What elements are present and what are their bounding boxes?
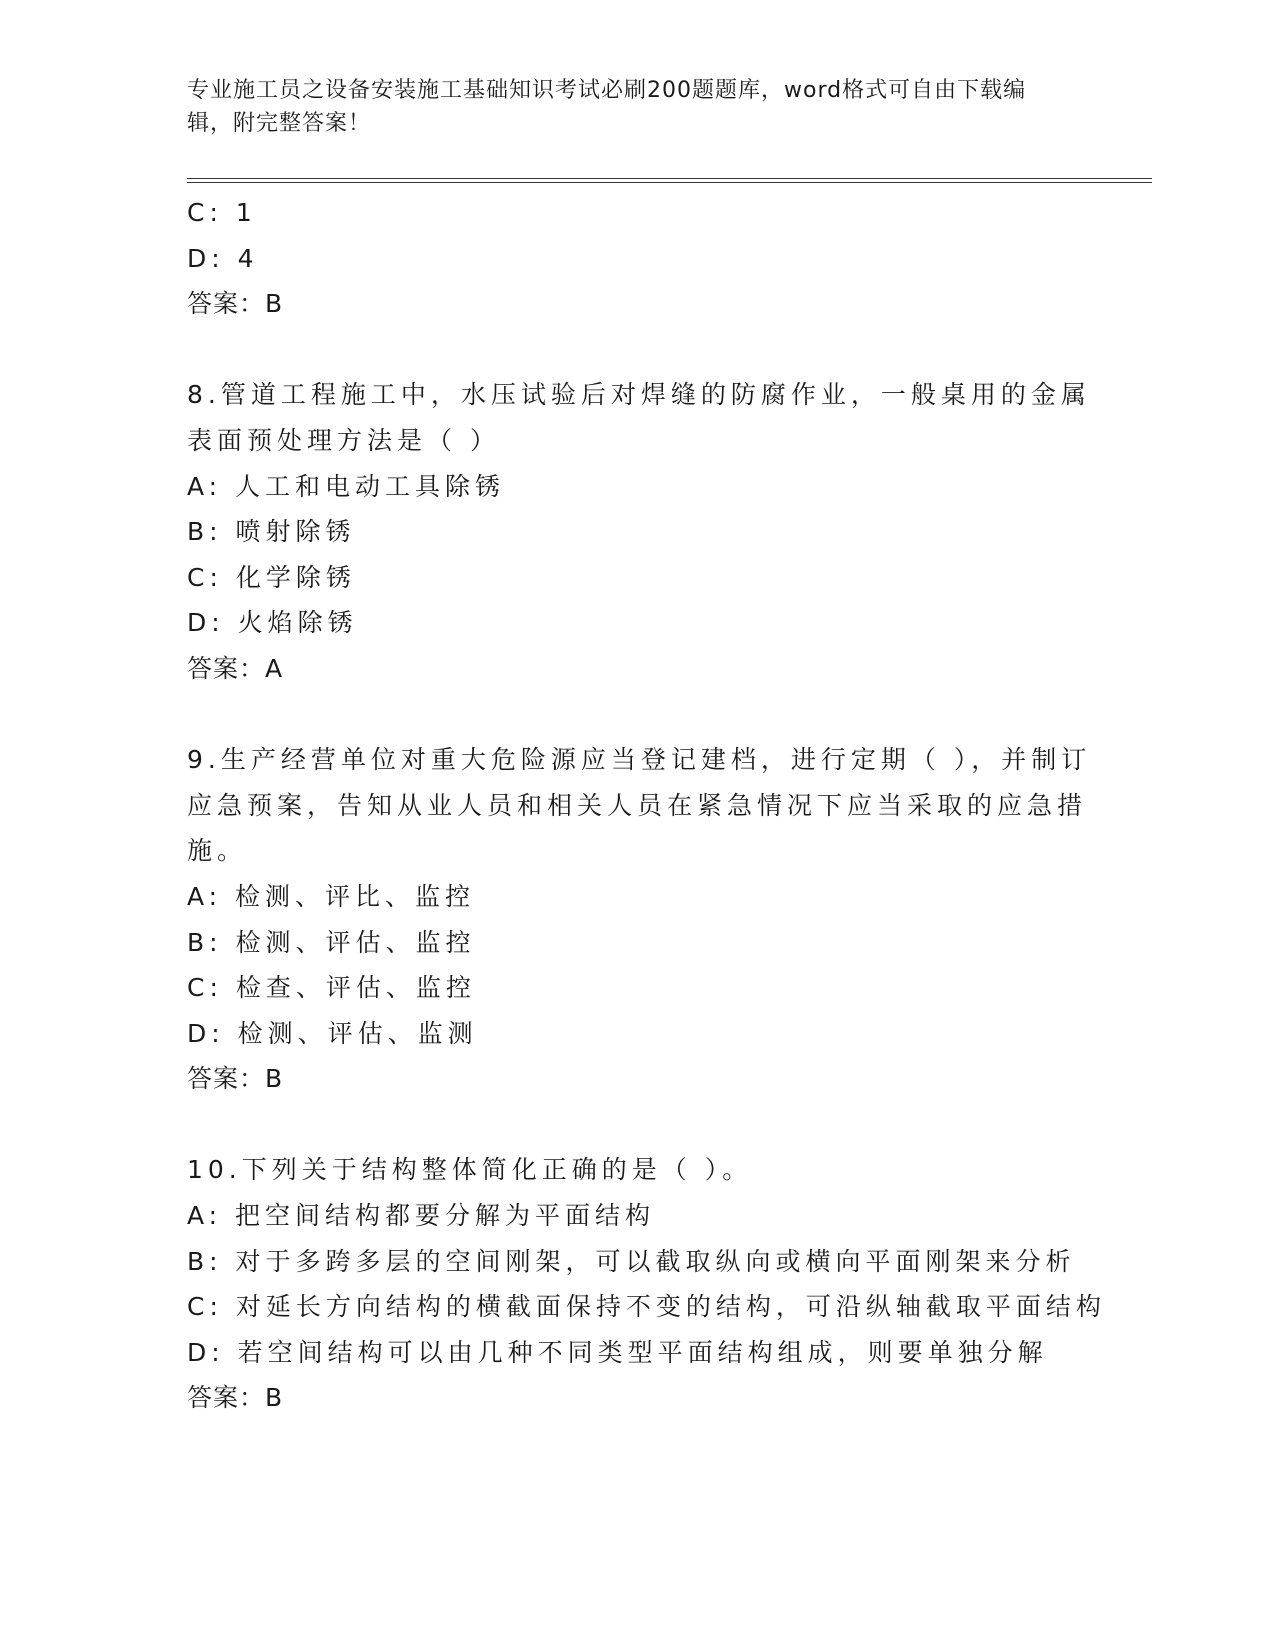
option-c: C: 对延长方向结构的横截面保持不变的结构，可沿纵轴截取平面结构 — [187, 1292, 1106, 1322]
question-9 — [187, 737, 1092, 1102]
answer-line: 答案：B — [187, 1064, 284, 1094]
option-d: D: 4 — [187, 243, 259, 273]
spacer — [187, 692, 1087, 738]
answer-line: 答案：B — [187, 1383, 284, 1413]
question-stem-line: 施。 — [187, 836, 248, 866]
question-stem-line: 9.生产经营单位对重大危险源应当登记建档，进行定期（ ），并制订 — [187, 745, 1092, 775]
option-a: A: 人工和电动工具除锈 — [187, 471, 506, 501]
option-a: A: 检测、评比、监控 — [187, 881, 476, 911]
question-8 — [187, 372, 1091, 691]
question-stem-line: 10.下列关于结构整体简化正确的是（ ）。 — [187, 1155, 753, 1185]
spacer — [187, 327, 1087, 373]
option-d: D: 检测、评估、监测 — [187, 1018, 478, 1048]
document-title: 专业施工员之设备安装施工基础知识考试必刷200题题库，word格式可自由下载编辑，附完整答案！ — [187, 78, 1027, 136]
option-b: B: 喷射除锈 — [187, 517, 356, 547]
document-header — [187, 74, 1067, 140]
answer-line: 答案：B — [187, 289, 284, 319]
option-c: C: 1 — [187, 198, 257, 227]
option-c: C: 检查、评估、监控 — [187, 973, 476, 1003]
option-b: B: 对于多跨多层的空间刚架，可以截取纵向或横向平面刚架来分析 — [187, 1246, 1076, 1276]
question-stem-line: 应急预案，告知从业人员和相关人员在紧急情况下应当采取的应急措 — [187, 790, 1088, 820]
option-c: C: 化学除锈 — [187, 562, 356, 592]
option-b: B: 检测、评估、监控 — [187, 927, 476, 957]
question-stem-line: 8.管道工程施工中，水压试验后对焊缝的防腐作业，一般桌用的金属 — [187, 380, 1091, 410]
question-list — [187, 190, 1106, 1421]
option-a: A: 把空间结构都要分解为平面结构 — [187, 1201, 656, 1231]
option-d: D: 若空间结构可以由几种不同类型平面结构组成，则要单独分解 — [187, 1337, 1048, 1367]
question-10 — [187, 1147, 1106, 1421]
question-stem-line: 表面预处理方法是（ ） — [187, 425, 500, 455]
option-d: D: 火焰除锈 — [187, 608, 358, 638]
spacer — [187, 1102, 1087, 1148]
header-divider — [187, 178, 1152, 183]
answer-line: 答案：A — [187, 653, 284, 683]
question-7-partial — [187, 190, 1087, 327]
